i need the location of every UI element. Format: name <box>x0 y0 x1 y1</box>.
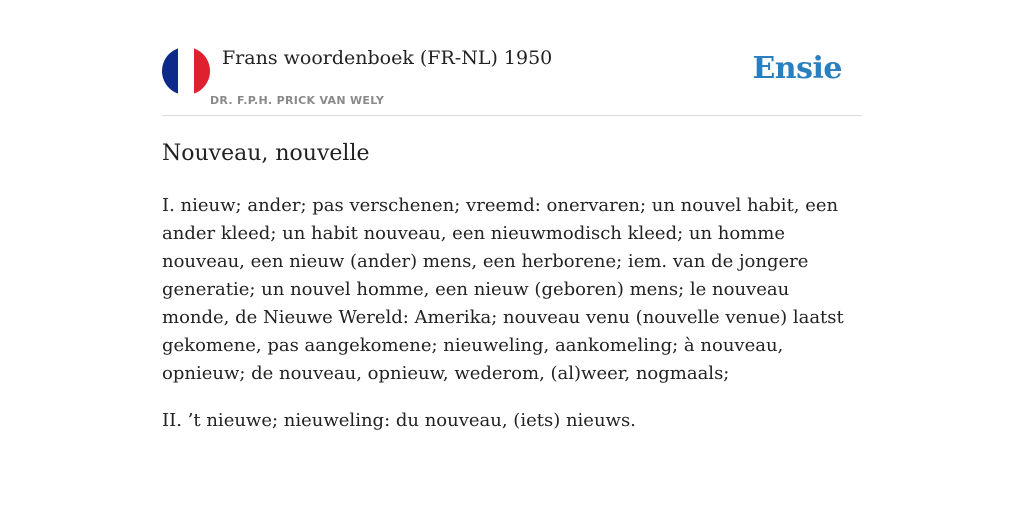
entry-definition <box>162 192 862 454</box>
flag-stripe-blue <box>162 47 178 95</box>
flag-stripe-red <box>194 47 210 95</box>
definition-sense-2: II. ’t nieuwe; nieuweling: du nouveau, (iets) nieuws. <box>162 410 636 431</box>
dictionary-header <box>162 0 862 116</box>
dictionary-title[interactable]: Frans woordenboek (FR-NL) 1950 <box>222 47 553 69</box>
ensie-logo[interactable]: Ensie <box>752 51 842 86</box>
dictionary-author[interactable]: DR. F.P.H. PRICK VAN WELY <box>210 94 385 107</box>
dictionary-card <box>162 0 862 431</box>
entry-headword: Nouveau, nouvelle <box>162 141 370 166</box>
french-flag-icon <box>162 47 210 95</box>
flag-stripe-white <box>178 47 194 95</box>
definition-sense-1: I. nieuw; ander; pas verschenen; vreemd: onervaren; un nouvel habit, een ander kleed; un habit nouveau, een nieuwmodisch kleed; un homme nouveau, een nieuw (ander) mens, een herborene; iem. van de jongere generatie; un nouvel homme, een nieuw (geboren) mens; le nouveau monde, de Nieuwe Wereld: Amerika; nouveau venu (nouvelle venue) laatst gekomene, pas aangekomene; nieuweling, aankomeling; à nouveau, opnieuw; de nouveau, opnieuw, wederom, (al)weer, nogmaals; <box>162 195 844 384</box>
